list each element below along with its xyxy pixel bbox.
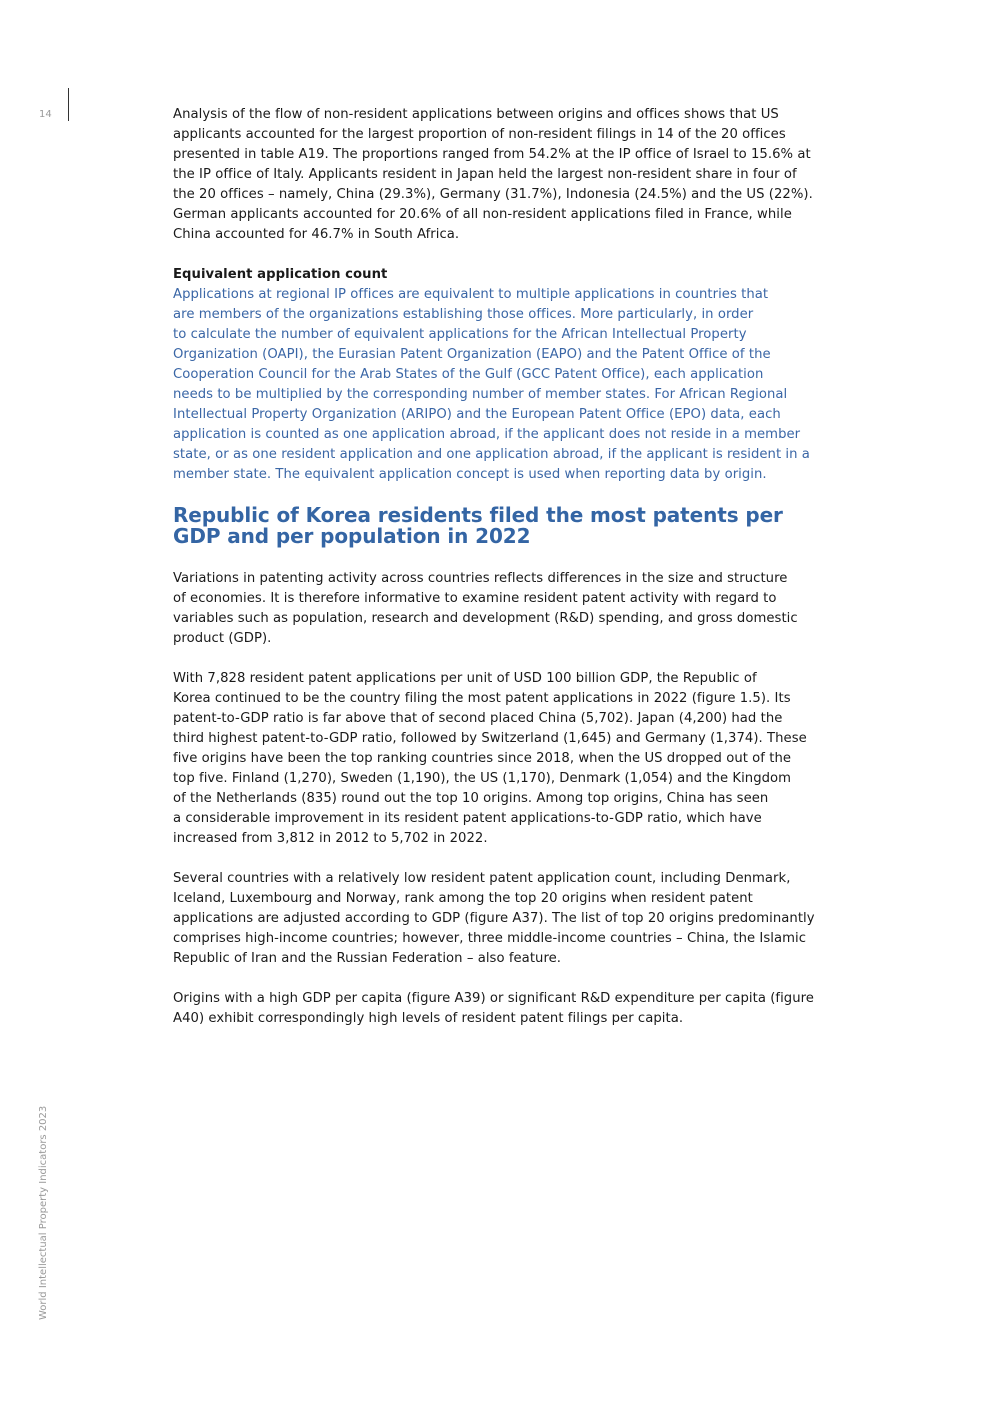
body-paragraph-4: Origins with a high GDP per capita (figure A39) or significant R&D expenditure per capita (figure A40) exhibit correspondingly high levels of resident patent filings per capita.: [173, 991, 814, 1026]
page-number: 14: [39, 109, 52, 120]
box-body: Applications at regional IP offices are equivalent to multiple applications in countries that are members of the organizations establishing those offices. More particularly, in order to calculate the number of equivalent applications for the African Intellectual Property Organization (OAPI), the Eurasian Patent Organization (EAPO) and the Patent Office of the Cooperation Council for the Arab States of the Gulf (GCC Patent Office), each application needs to be multiplied by the corresponding number of member states. For African Regional Intellectual Property Organization (ARIPO) and the European Patent Office (EPO) data, each application is counted as one application abroad, if the applicant does not reside in a member state, or as one resident application and one application abroad, if the applicant is resident in a member state. The equivalent application concept is used when reporting data by origin.: [173, 287, 810, 482]
main-content: [173, 105, 823, 1049]
intro-paragraph: Analysis of the flow of non-resident applications between origins and offices shows that US applicants accounted for the largest proportion of non-resident filings in 14 of the 20 offices presented in table A19. The proportions ranged from 54.2% at the IP office of Israel to 15.6% at the IP office of Italy. Applicants resident in Japan held the largest non-resident share in four of the 20 offices – namely, China (29.3%), Germany (31.7%), Indonesia (24.5%) and the US (22%). German applicants accounted for 20.6% of all non-resident applications filed in France, while China accounted for 46.7% in South Africa.: [173, 107, 813, 242]
margin-rule: [68, 88, 69, 121]
body-paragraph-2: With 7,828 resident patent applications per unit of USD 100 billion GDP, the Republic of Korea continued to be the country filing the most patent applications in 2022 (figure 1.5). Its patent-to-GDP ratio is far above that of second placed China (5,702). Japan (4,200) had the third highest patent-to-GDP ratio, followed by Switzerland (1,645) and Germany (1,374). These five origins have been the top ranking countries since 2018, when the US dropped out of the top five. Finland (1,270), Sweden (1,190), the US (1,170), Denmark (1,054) and the Kingdom of the Netherlands (835) round out the top 10 origins. Among top origins, China has seen a considerable improvement in its resident patent applications-to-GDP ratio, which have increased from 3,812 in 2012 to 5,702 in 2022.: [173, 671, 807, 846]
running-footer: World Intellectual Property Indicators 2023: [38, 1105, 49, 1320]
section-heading: Republic of Korea residents filed the most patents per GDP and per population in 2022: [173, 503, 783, 548]
box-heading: Equivalent application count: [173, 267, 388, 282]
body-paragraph-3: Several countries with a relatively low resident patent application count, including Denmark, Iceland, Luxembourg and Norway, rank among the top 20 origins when resident patent applications are adjusted according to GDP (figure A37). The list of top 20 origins predominantly comprises high-income countries; however, three middle-income countries – China, the Islamic Republic of Iran and the Russian Federation – also feature.: [173, 871, 815, 966]
body-paragraph-1: Variations in patenting activity across countries reflects differences in the size and structure of economies. It is therefore informative to examine resident patent activity with regard to variables such as population, research and development (R&D) spending, and gross domestic product (GDP).: [173, 571, 798, 646]
equivalent-application-box: [173, 265, 823, 485]
